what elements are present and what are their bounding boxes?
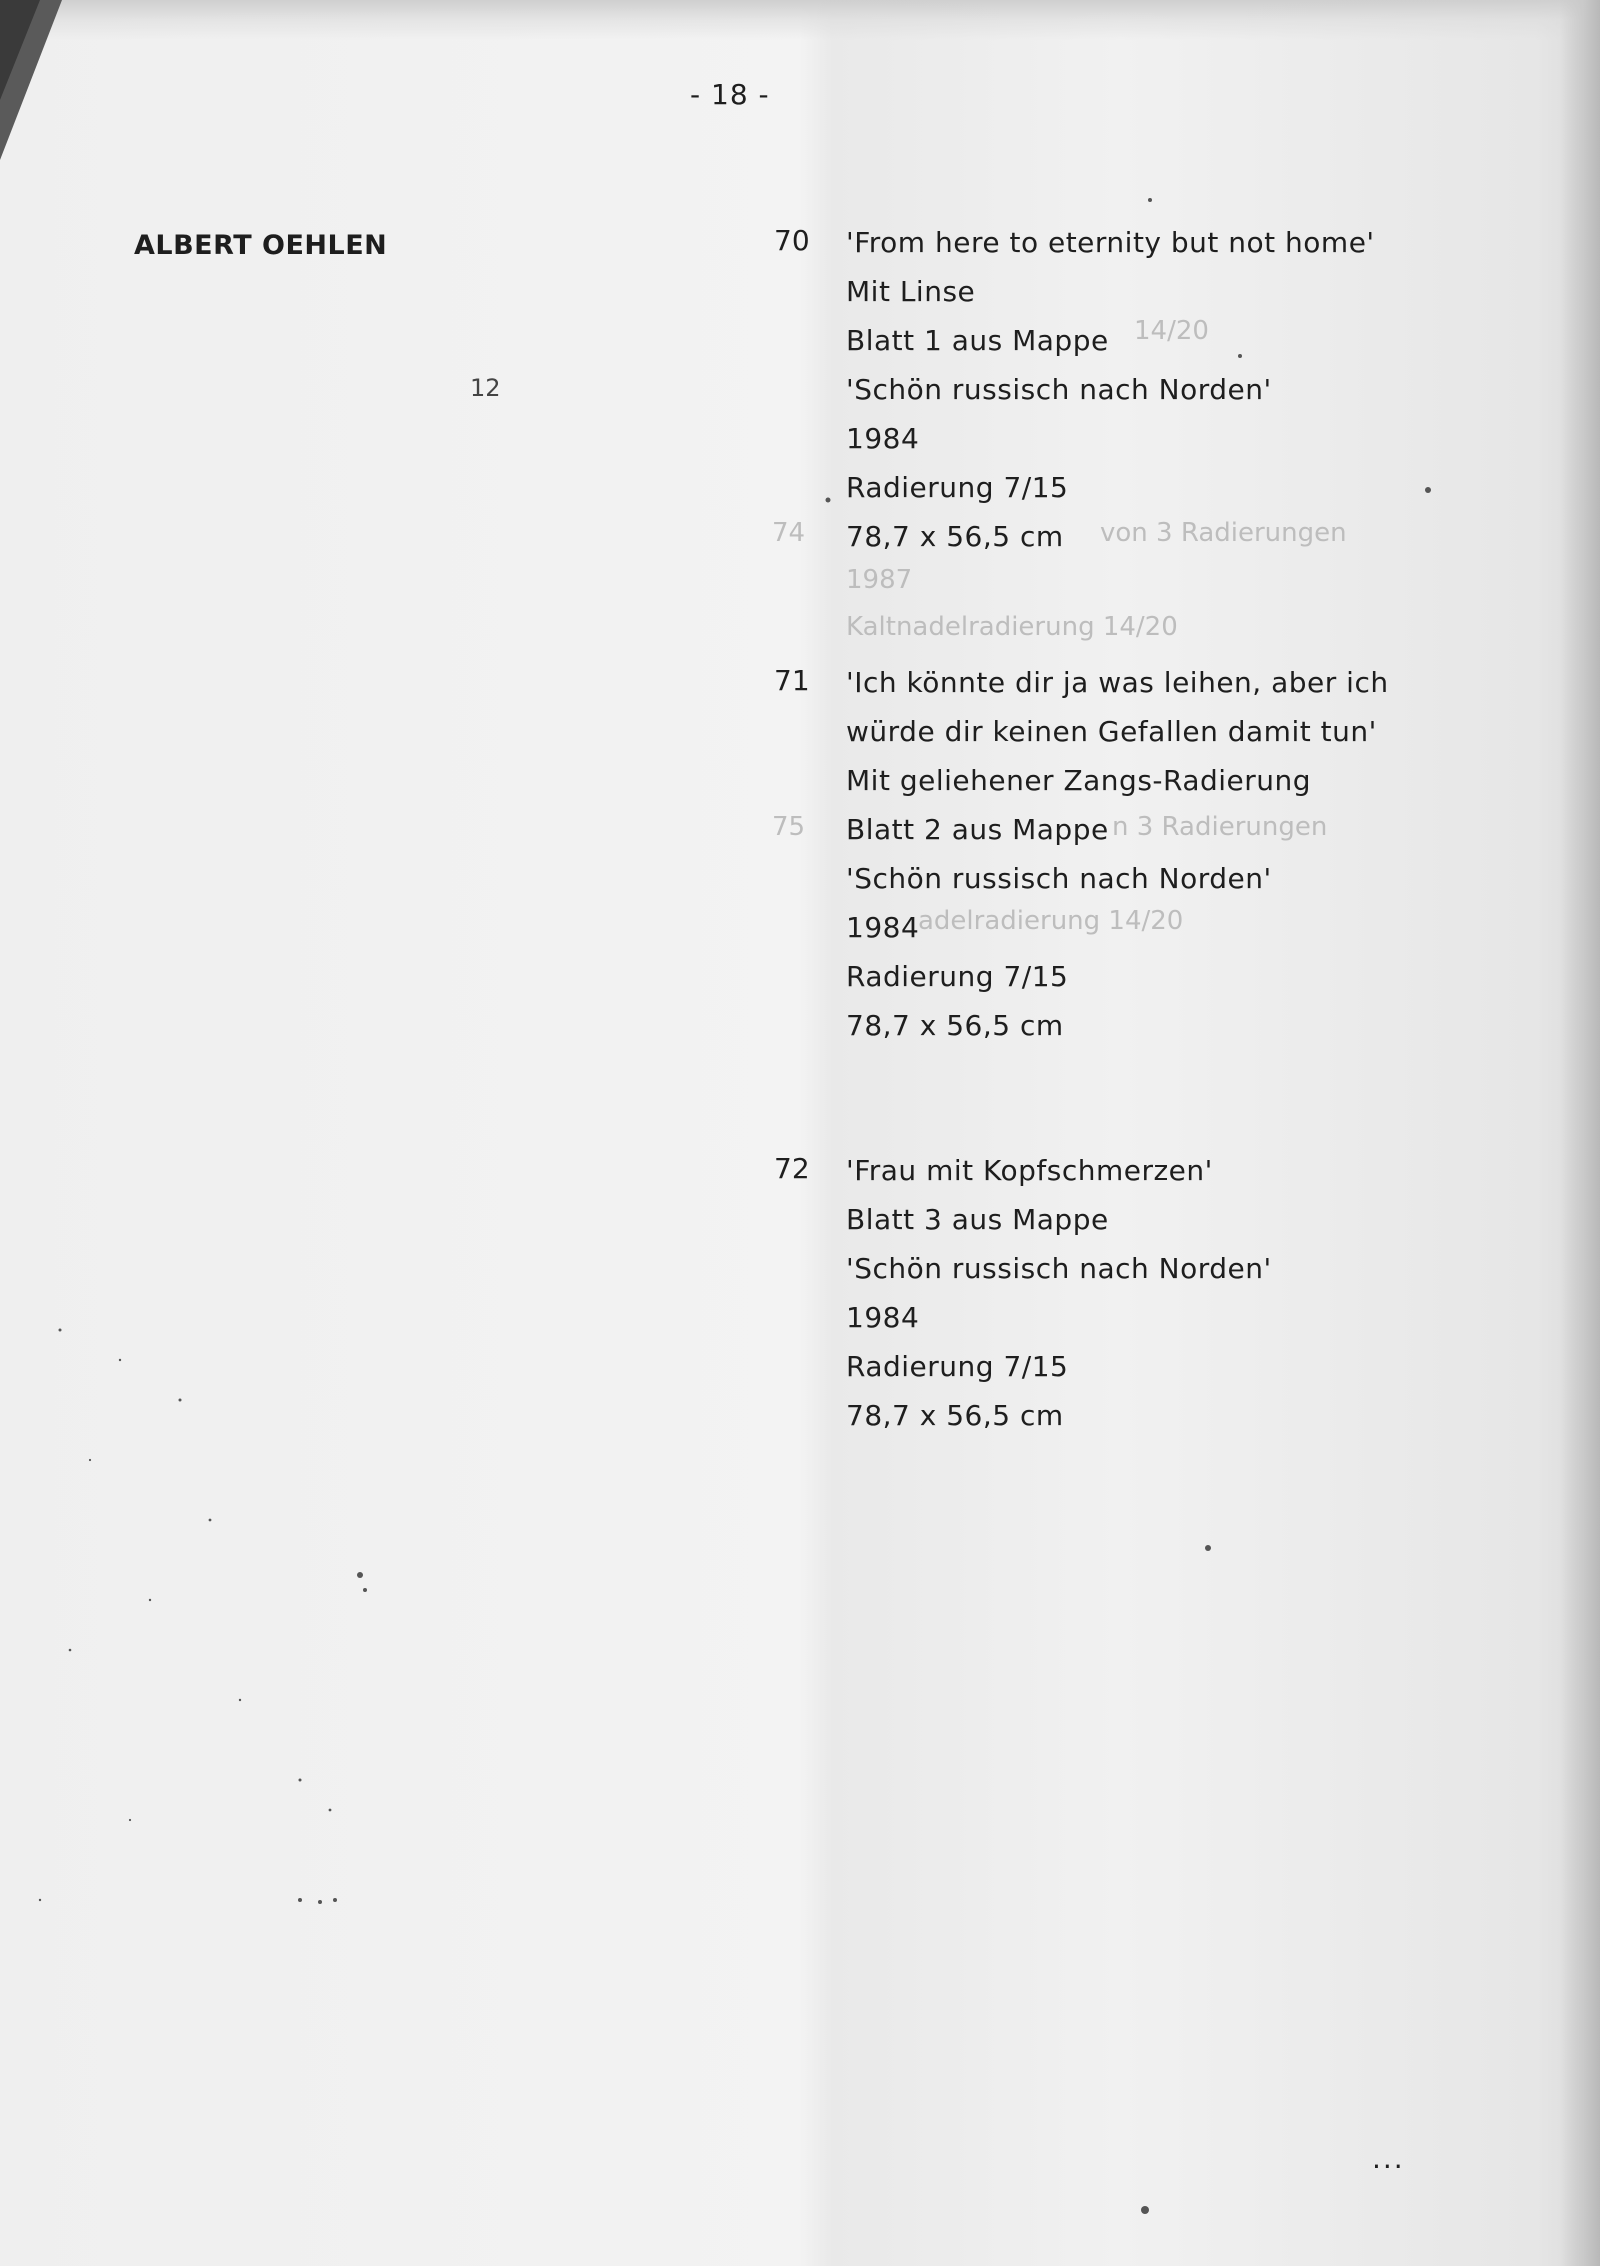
- entry-technique: Radierung 7/15: [846, 960, 1069, 993]
- margin-annotation: 12: [470, 374, 501, 402]
- bleed-through-text: 1987: [846, 565, 913, 595]
- entry-line: Blatt 2 aus Mappe: [846, 813, 1109, 846]
- entry-line: Mit Linse: [846, 275, 976, 308]
- entry-line: 'Schön russisch nach Norden': [846, 862, 1272, 895]
- bleed-through-text: 74: [772, 518, 806, 548]
- entry-line: 'Schön russisch nach Norden': [846, 1252, 1272, 1285]
- bleed-through-text: Kaltnadelradierung 14/20: [846, 612, 1178, 642]
- entry-technique: Radierung 7/15: [846, 471, 1069, 504]
- entry-dimensions: 78,7 x 56,5 cm: [846, 520, 1064, 553]
- entry-title: 'From here to eternity but not home': [846, 226, 1375, 259]
- entry-line: Blatt 1 aus Mappe: [846, 324, 1109, 357]
- entry-technique: Radierung 7/15: [846, 1350, 1069, 1383]
- entry-dimensions: 78,7 x 56,5 cm: [846, 1009, 1064, 1042]
- bleed-through-text: adelradierung 14/20: [918, 906, 1184, 936]
- entry-title: 'Ich könnte dir ja was leihen, aber ich: [846, 666, 1389, 699]
- entry-year: 1984: [846, 1301, 920, 1334]
- entry-line: 'Schön russisch nach Norden': [846, 373, 1272, 406]
- entry-title: würde dir keinen Gefallen damit tun': [846, 715, 1377, 748]
- bleed-through-text: 75: [772, 812, 806, 842]
- bleed-through-text: von 3 Radierungen: [1100, 518, 1347, 548]
- artist-heading: ALBERT OEHLEN: [134, 230, 388, 261]
- entry-line: Mit geliehener Zangs-Radierung: [846, 764, 1312, 797]
- entry-title: 'Frau mit Kopfschmerzen': [846, 1154, 1213, 1187]
- bleed-through-text: 14/20: [1134, 316, 1209, 346]
- entry-number: 70: [774, 224, 810, 257]
- page-number: - 18 -: [690, 78, 770, 111]
- bottom-mark: ...: [1372, 2142, 1405, 2175]
- entry-year: 1984: [846, 911, 920, 944]
- entry-dimensions: 78,7 x 56,5 cm: [846, 1399, 1064, 1432]
- entry-line: Blatt 3 aus Mappe: [846, 1203, 1109, 1236]
- bleed-through-text: n 3 Radierungen: [1112, 812, 1328, 842]
- entry-number: 72: [774, 1152, 810, 1185]
- entry-number: 71: [774, 664, 810, 697]
- entry-year: 1984: [846, 422, 920, 455]
